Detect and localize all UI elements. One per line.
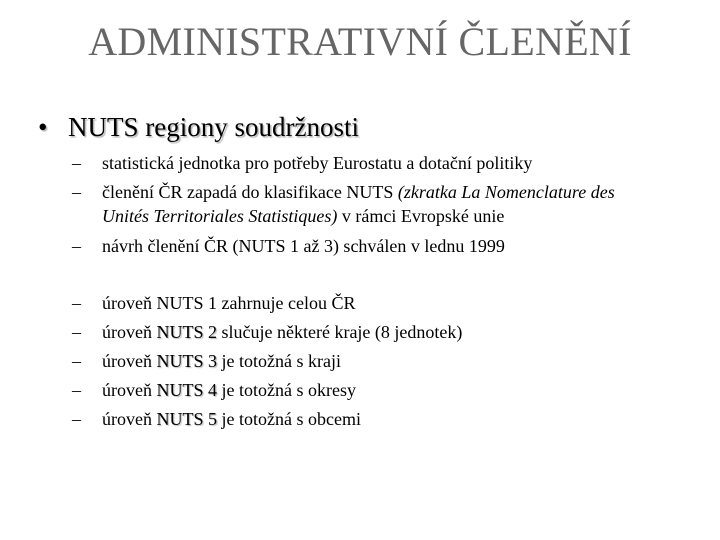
dash-marker: –: [72, 182, 81, 202]
level-text: [102, 348, 341, 374]
list-item-text: [102, 179, 615, 205]
level-term: NUTS 3: [156, 351, 217, 371]
level-text: [102, 377, 356, 403]
level-term: NUTS 5: [156, 409, 217, 429]
level-rest: slučuje některé kraje (8 jednotek): [217, 322, 463, 342]
level-prefix: úroveň: [102, 322, 157, 342]
main-bullet-text: NUTS regiony soudržnosti: [68, 112, 359, 142]
dash-marker: –: [72, 293, 81, 313]
level-rest: je totožná s kraji: [217, 351, 341, 371]
dash-marker: –: [72, 153, 81, 173]
level-prefix: úroveň: [102, 409, 157, 429]
level-text: [102, 290, 355, 316]
list-item-text: návrh členění ČR (NUTS 1 až 3) schválen v lednu 1999: [102, 236, 505, 256]
dash-marker: –: [72, 236, 81, 256]
list-item-text-part: členění ČR zapadá do klasifikace NUTS: [102, 182, 398, 202]
level-term: NUTS 4: [156, 380, 217, 400]
main-bullet: [38, 112, 359, 143]
list-item-text: statistická jednotka pro potřeby Eurostatu a dotační politiky: [102, 153, 533, 173]
level-text: [102, 406, 361, 432]
dash-marker: –: [72, 380, 81, 400]
bullet-marker: •: [38, 112, 48, 142]
slide-title: ADMINISTRATIVNÍ ČLENĚNÍ: [88, 19, 632, 64]
list-item-continuation: [102, 203, 504, 229]
list-item-italic-part: (zkratka La Nomenclature des: [397, 182, 615, 202]
dash-marker: –: [72, 322, 81, 342]
level-rest: je totožná s okresy: [217, 380, 356, 400]
level-term: NUTS 2: [156, 322, 217, 342]
level-rest: je totožná s obcemi: [217, 409, 361, 429]
dash-marker: –: [72, 409, 81, 429]
dash-marker: –: [72, 351, 81, 371]
level-text: [102, 319, 462, 345]
level-prefix: úroveň: [102, 380, 157, 400]
level-prefix: úroveň: [102, 293, 157, 313]
level-rest: zahrnuje celou ČR: [217, 293, 356, 313]
level-term: NUTS 1: [156, 293, 217, 313]
list-item-italic-part: Unités Territoriales Statistiques): [102, 206, 338, 226]
list-item-text-part: v rámci Evropské unie: [337, 206, 505, 226]
level-prefix: úroveň: [102, 351, 157, 371]
